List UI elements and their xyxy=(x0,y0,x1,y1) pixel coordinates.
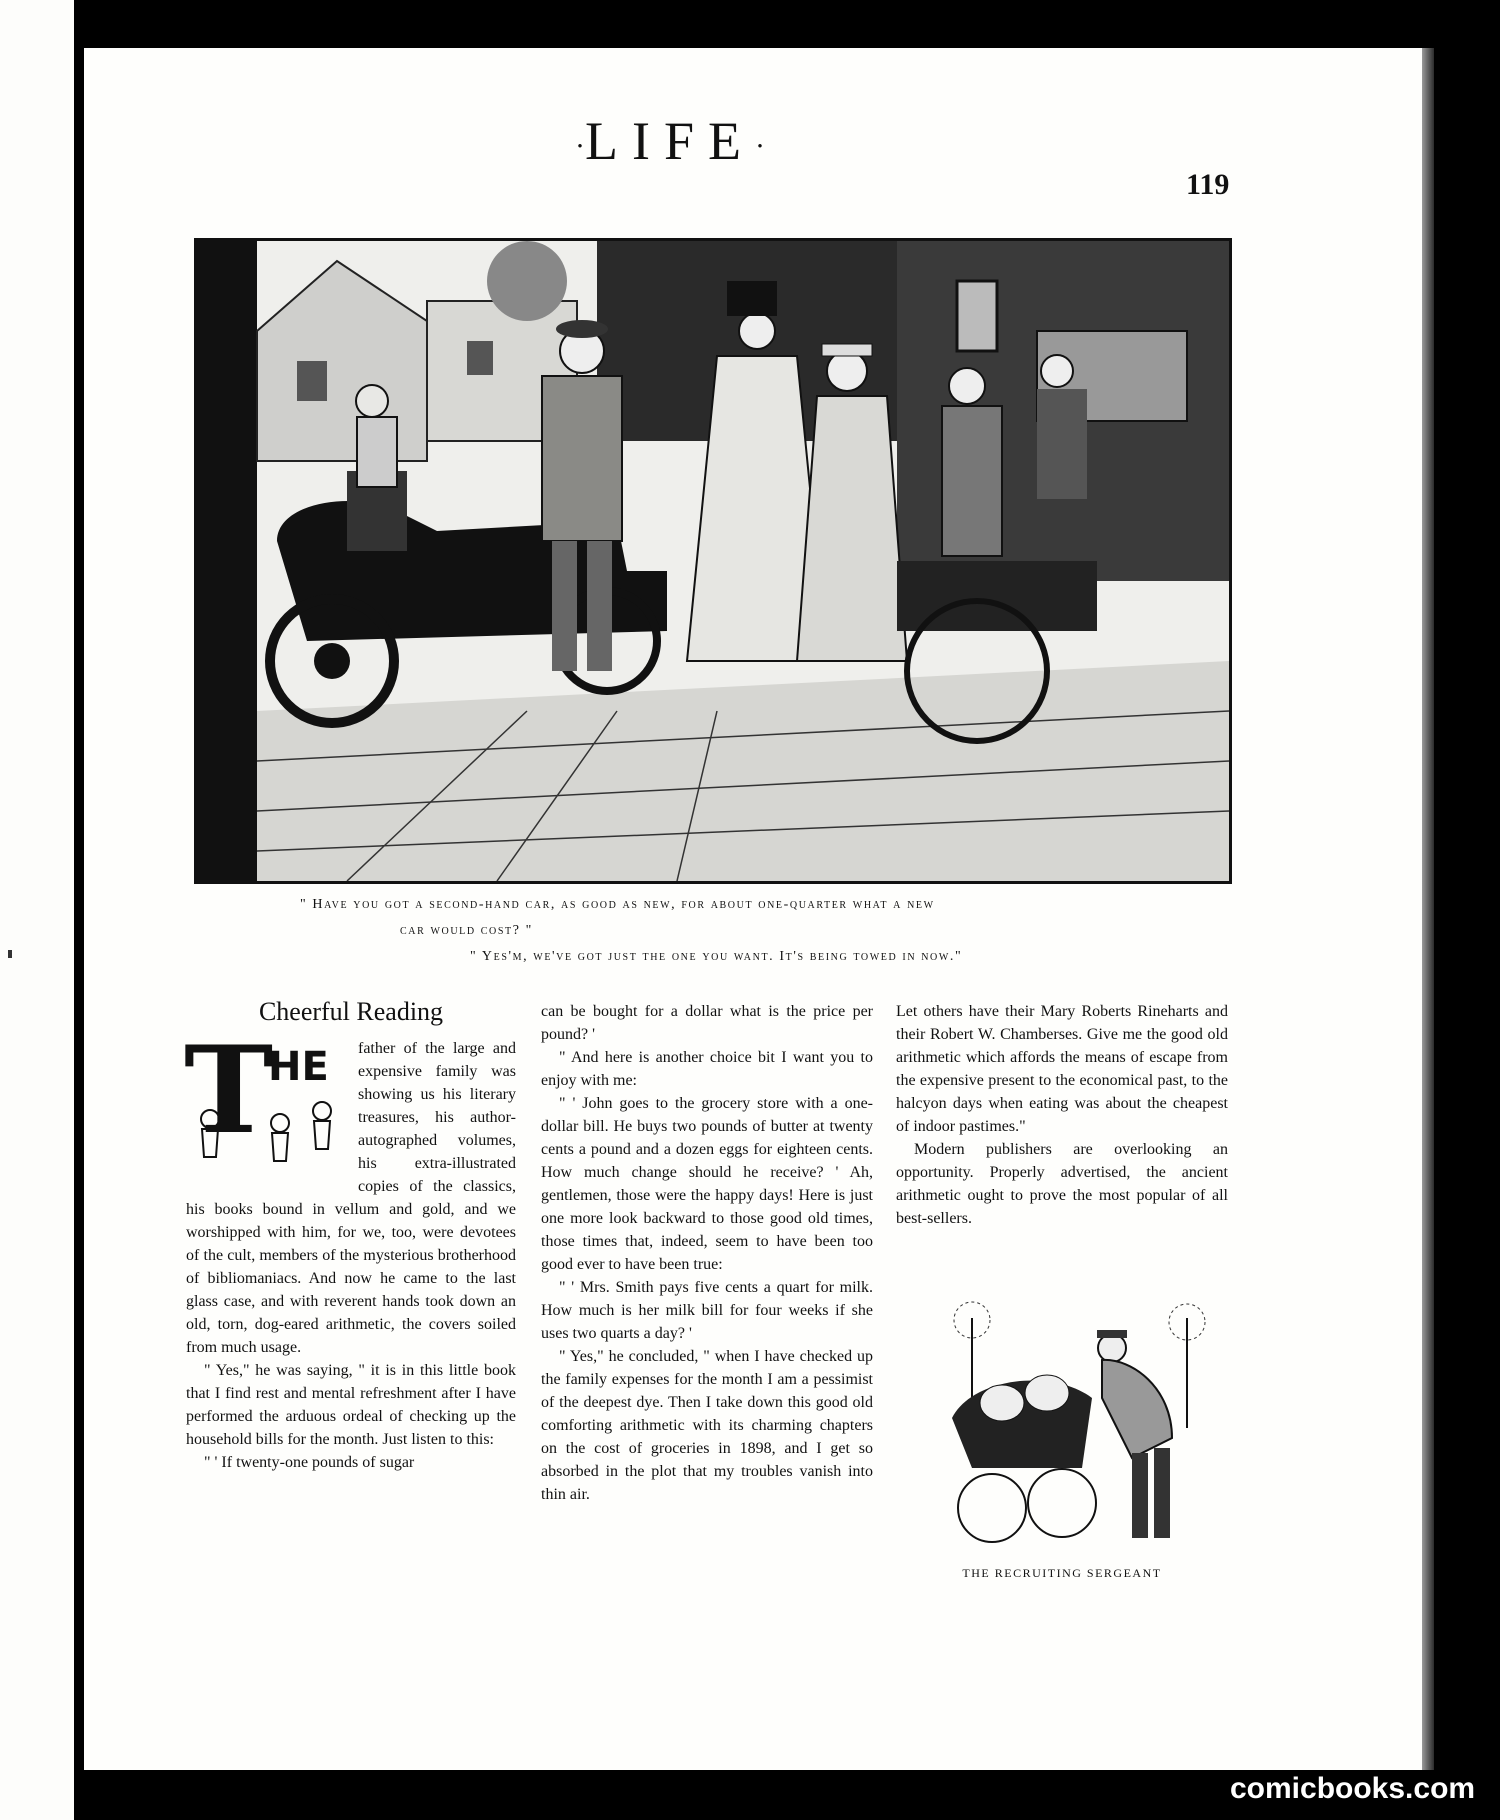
watermark: comicbooks.com xyxy=(1230,1772,1476,1805)
article-column-1 xyxy=(184,997,516,1474)
illustration-caption: " Have you got a second-hand car, as good as new, for about one-quarter what a new car would cost? " " Yes'm, we've got just the one you want. It's being towed in now." xyxy=(300,897,963,964)
article-column-3 xyxy=(896,1000,1228,1230)
paragraph: Modern publishers are overlooking an opportunity. Properly advertised, the ancient arithmetic ought to prove the most popular of all best-sellers. xyxy=(896,1141,1228,1227)
recruiting-sergeant-illustration xyxy=(932,1298,1208,1556)
article-column-2 xyxy=(541,1000,873,1506)
masthead-title: LIFE xyxy=(585,111,755,171)
facing-page-edge xyxy=(0,0,74,1820)
drop-cap: T HE xyxy=(184,1037,352,1175)
page-number: 119 xyxy=(1186,168,1230,201)
masthead: ·LIFE· xyxy=(575,111,765,171)
paragraph: " ' John goes to the grocery store with a one-dollar bill. He buys two pounds of butter at twenty cents a pound and a dozen eggs for eighteen cents. How much change should he receive? ' Ah, gentlemen, those were the happy days! Here is just one more look backward to those good old times, those times that, indeed, seem to have been too good ever to have been true: xyxy=(541,1095,873,1273)
paragraph: " ' If twenty-one pounds of sugar xyxy=(204,1454,415,1471)
paragraph: " Yes," he was saying, " it is in this little book that I find rest and mental refreshment after I have performed the arduous ordeal of checking up the household bills for the month. Just listen to this: xyxy=(186,1362,516,1448)
paragraph: can be bought for a dollar what is the price per pound? ' xyxy=(541,1003,873,1043)
paragraph: Let others have their Mary Roberts Rineharts and their Robert W. Chamberses. Give me the good old arithmetic which affords the means of escape from the expensive present to the economical past, to the halcyon days when eating was about the cheapest of indoor pastimes." xyxy=(896,1003,1228,1135)
paragraph: father of the large and expensive family was showing us his literary treasures, his author-autographed volumes, his extra-illustrated copies of the classics, his books bound in vellum and gold, and we worshipped with him, for we, too, were devotees of the cult, members of the mysterious brotherhood of bibliomaniacs. And now he came to the last glass case, and with reverent hands took down an old, torn, dog-eared arithmetic, the covers soiled from much usage. xyxy=(186,1040,516,1356)
page-edge-shadow xyxy=(1422,48,1434,1770)
paragraph: " And here is another choice bit I want you to enjoy with me: xyxy=(541,1049,873,1089)
paragraph: " ' Mrs. Smith pays five cents a quart for milk. How much is her milk bill for four weeks if she uses two quarts a day? ' xyxy=(541,1279,873,1342)
sergeant-caption: THE RECRUITING SERGEANT xyxy=(962,1566,1162,1580)
article-title: Cheerful Reading xyxy=(258,997,444,1026)
children-figures-icon xyxy=(192,1097,352,1177)
paragraph: " Yes," he concluded, " when I have checked up the family expenses for the month I am a pessimist of the deepest dye. Then I take down this good old comforting arithmetic with its charming chapters on the cost of groceries in 1898, and I get so absorbed in the plot that my troubles vanish into thin air. xyxy=(541,1348,873,1503)
garage-scene-illustration xyxy=(194,238,1232,884)
